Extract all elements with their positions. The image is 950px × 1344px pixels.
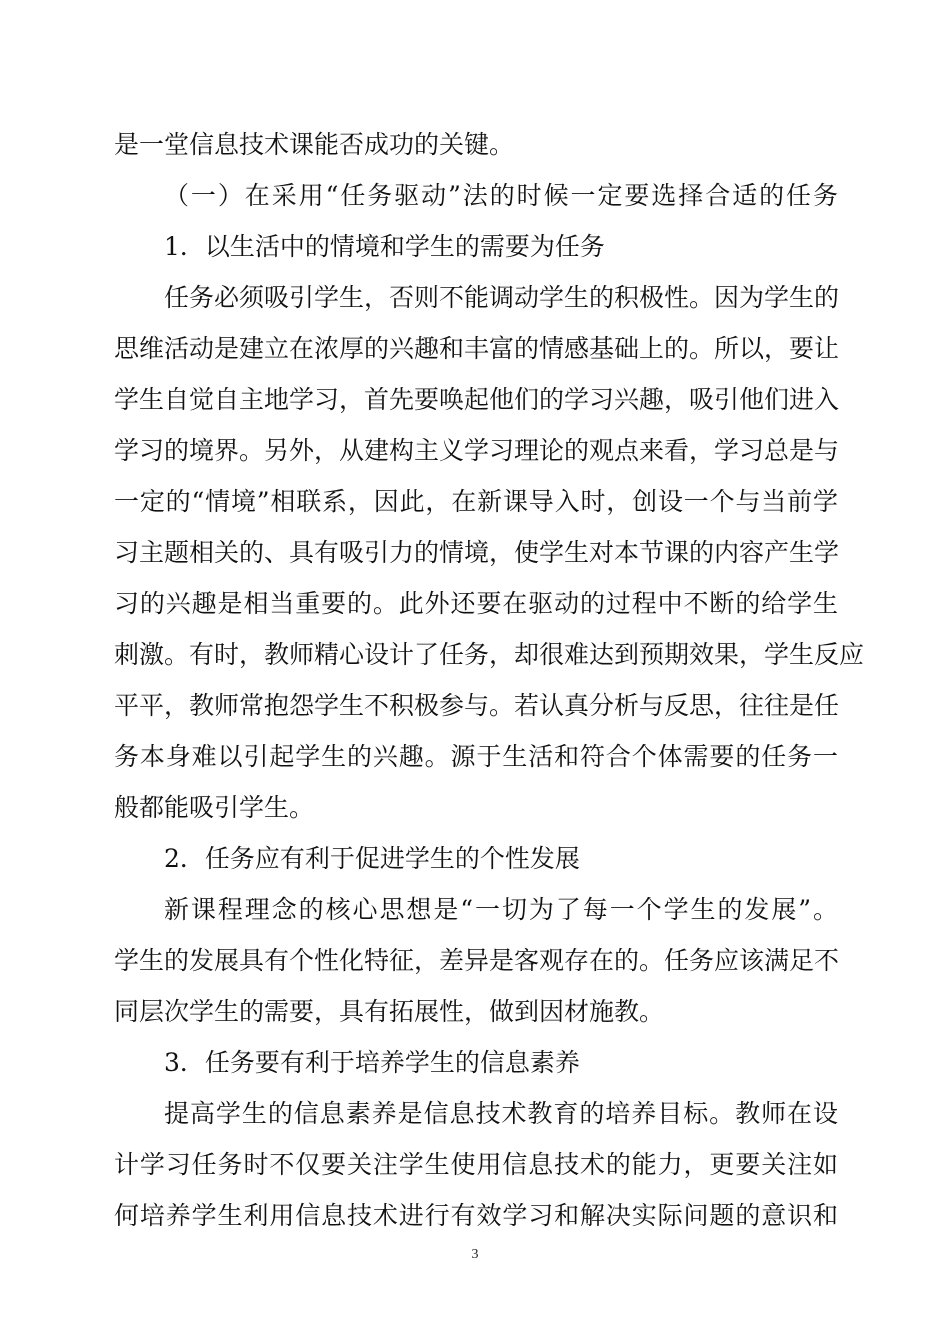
subsection-heading: 1．以生活中的情境和学生的需要为任务	[164, 232, 605, 261]
section-heading: （一）在采用“任务驱动”法的时候一定要选择合适的任务	[164, 181, 838, 210]
paragraph-line: 般都能吸引学生。	[114, 793, 315, 822]
paragraph-line: 学习的境界。另外，从建构主义学习理论的观点来看，学习总是与	[114, 436, 840, 465]
paragraph-line: 一定的“情境”相联系，因此，在新课导入时，创设一个与当前学	[114, 487, 838, 516]
paragraph-line: 刺激。有时，教师精心设计了任务，却很难达到预期效果，学生反应	[114, 640, 865, 669]
paragraph-line: 学生自觉自主地学习，首先要唤起他们的学习兴趣，吸引他们进入	[114, 385, 840, 414]
paragraph-line: 是一堂信息技术课能否成功的关键。	[114, 130, 515, 159]
paragraph-line: 平平，教师常抱怨学生不积极参与。若认真分析与反思，往往是任	[114, 691, 840, 720]
paragraph-line: 何培养学生利用信息技术进行有效学习和解决实际问题的意识和	[114, 1201, 838, 1230]
subsection-heading: 2．任务应有利于促进学生的个性发展	[164, 844, 580, 873]
paragraph-line: 新课程理念的核心思想是“一切为了每一个学生的发展”。	[164, 895, 838, 924]
page-number: 3	[471, 1247, 479, 1262]
subsection-heading: 3．任务要有利于培养学生的信息素养	[164, 1048, 580, 1077]
paragraph-line: 习主题相关的、具有吸引力的情境，使学生对本节课的内容产生学	[114, 538, 840, 567]
paragraph-line: 同层次学生的需要，具有拓展性，做到因材施教。	[114, 997, 665, 1026]
paragraph-line: 思维活动是建立在浓厚的兴趣和丰富的情感基础上的。所以，要让	[114, 334, 840, 363]
paragraph-line: 提高学生的信息素养是信息技术教育的培养目标。教师在设	[164, 1099, 838, 1128]
paragraph-line: 学生的发展具有个性化特征，差异是客观存在的。任务应该满足不	[114, 946, 840, 975]
paragraph-line: 习的兴趣是相当重要的。此外还要在驱动的过程中不断的给学生	[114, 589, 838, 618]
paragraph-line: 计学习任务时不仅要关注学生使用信息技术的能力，更要关注如	[114, 1150, 838, 1179]
paragraph-line: 务本身难以引起学生的兴趣。源于生活和符合个体需要的任务一	[114, 742, 838, 771]
paragraph-line: 任务必须吸引学生，否则不能调动学生的积极性。因为学生的	[164, 283, 840, 312]
